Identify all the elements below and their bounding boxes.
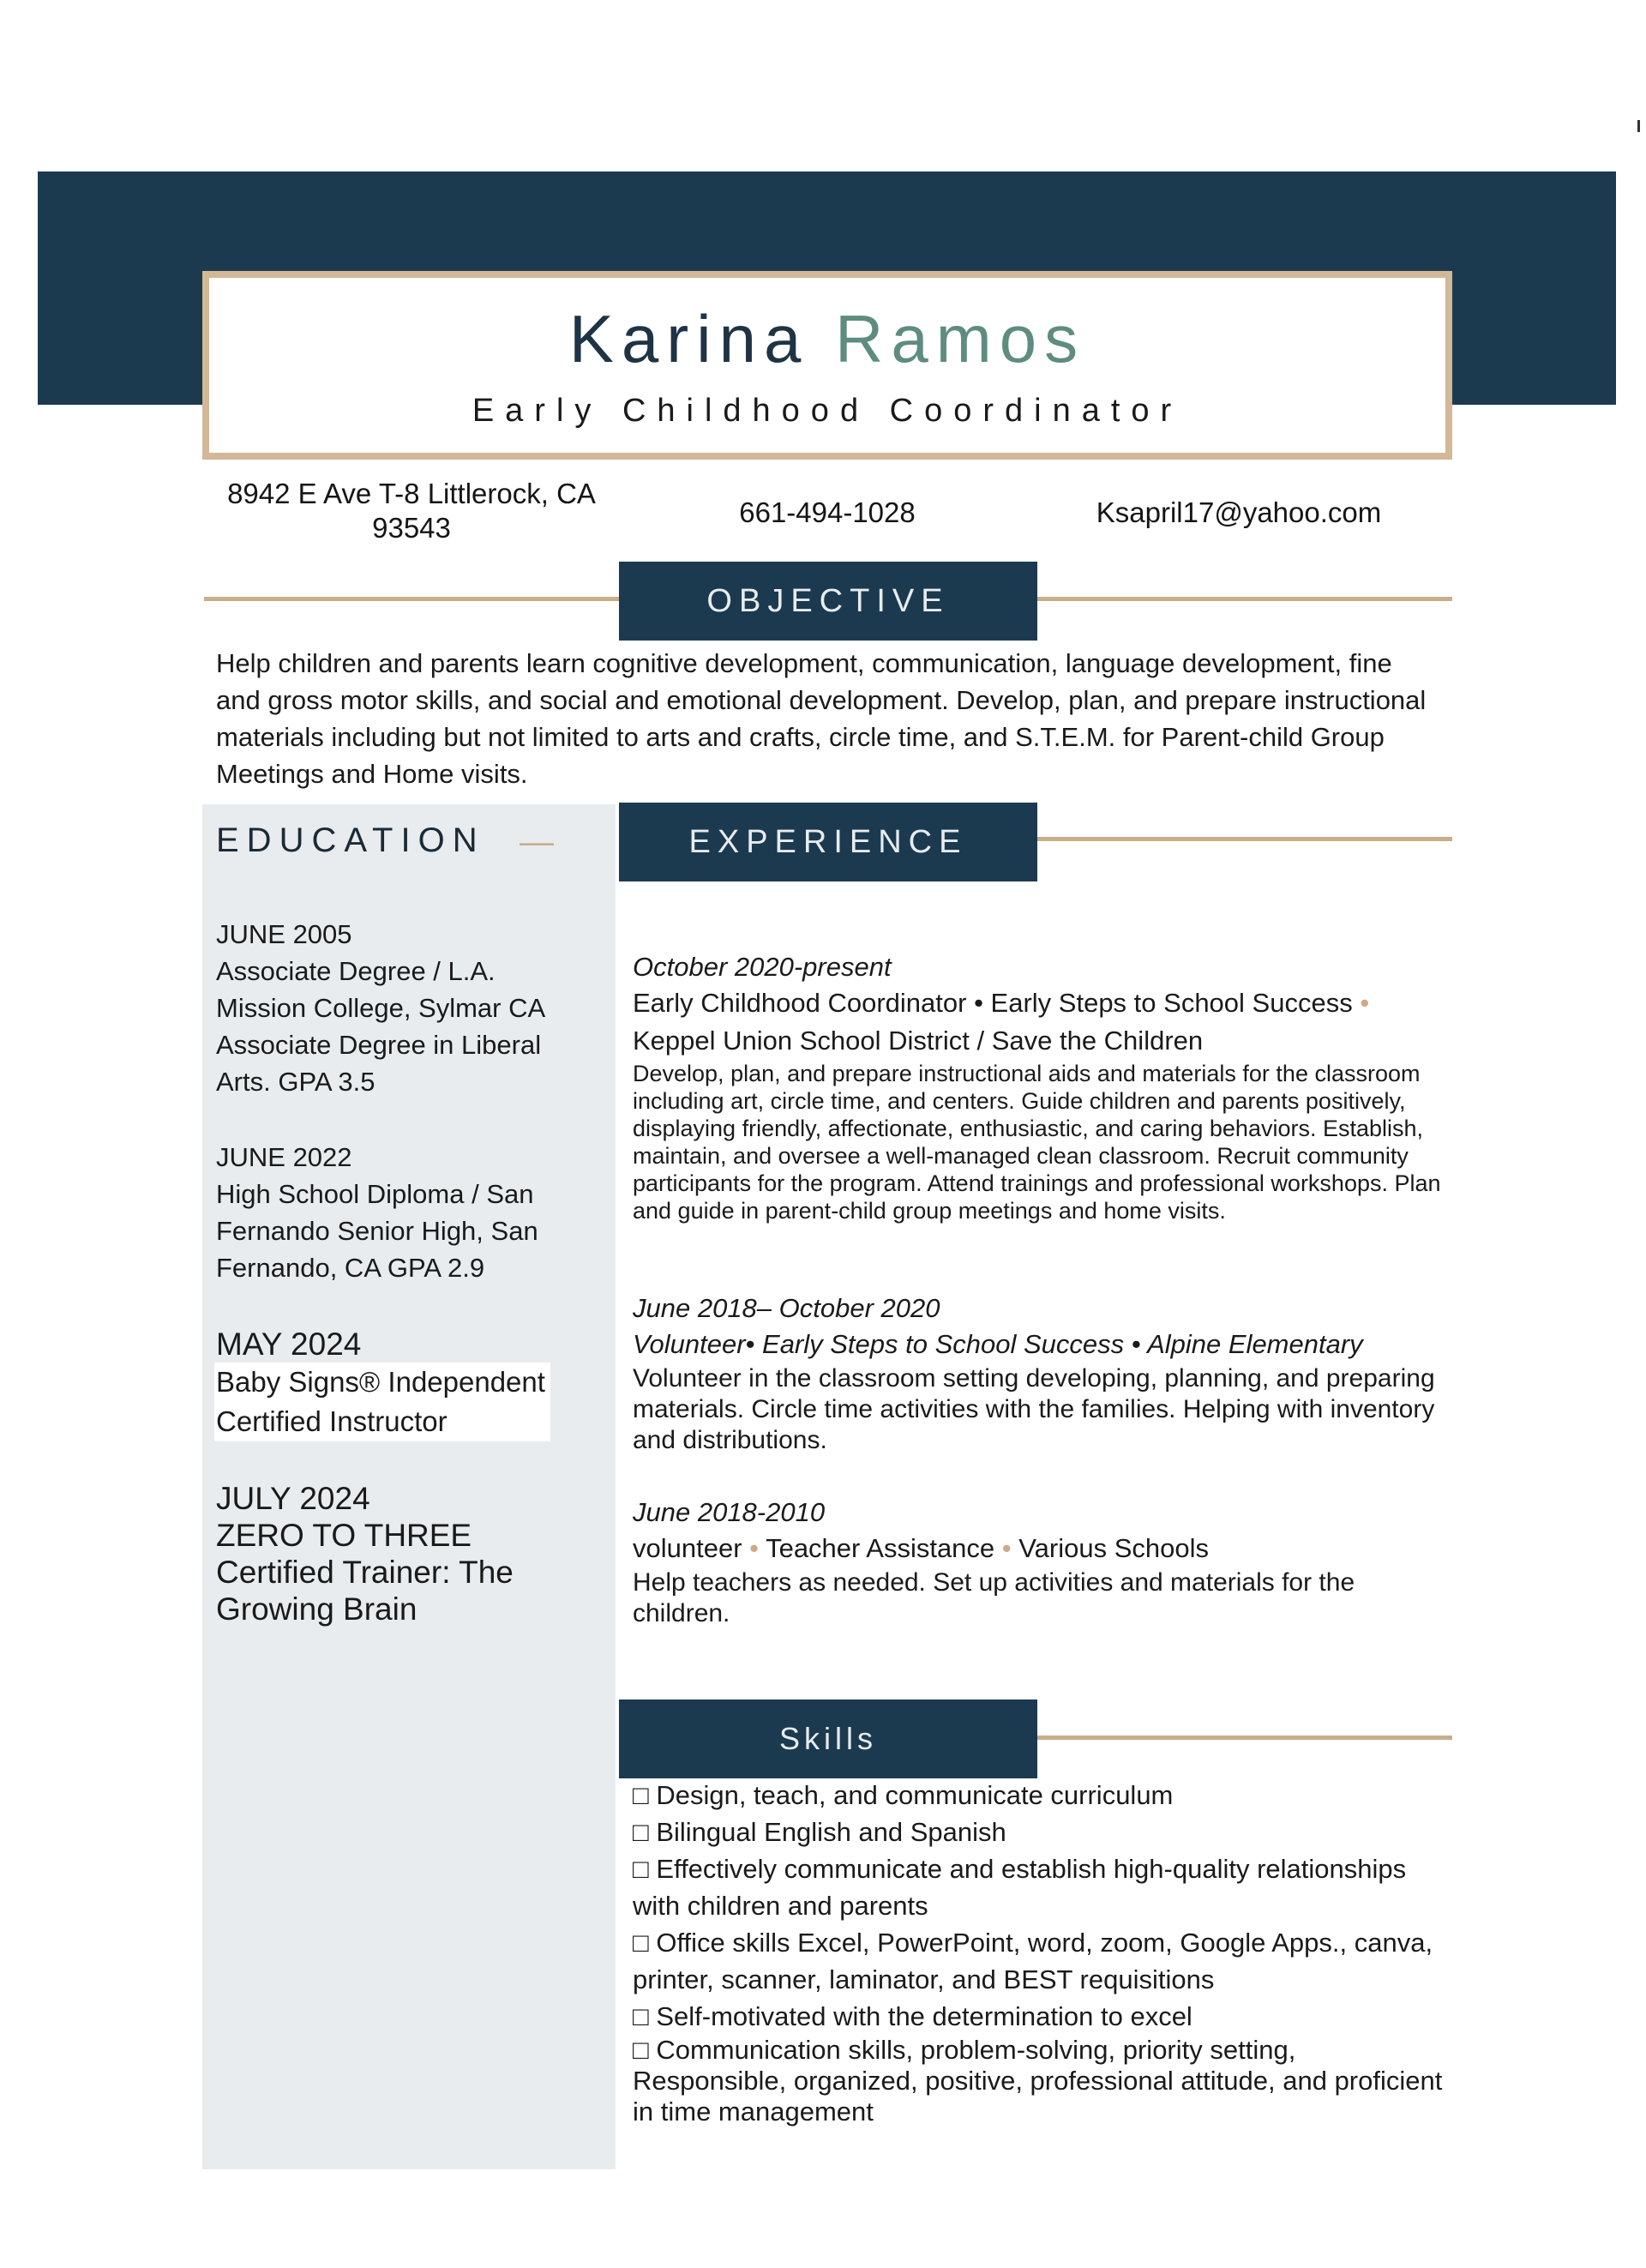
job-role: volunteer bbox=[633, 1533, 742, 1563]
education-entry bbox=[216, 1480, 576, 1627]
job-role: Early Childhood Coordinator bbox=[633, 988, 967, 1018]
job-description: Volunteer in the classroom setting developing, planning, and preparing materials. Circle time activities with the families. Helping with inventory and distributions. bbox=[633, 1364, 1435, 1454]
contact-address: 8942 E Ave T-8 Littlerock, CA 93543 bbox=[227, 478, 596, 544]
skill-item: □ Design, teach, and communicate curriculum bbox=[633, 1780, 1174, 1810]
experience-entry bbox=[633, 950, 1447, 1224]
skill-item: □ Communication skills, problem-solving, priority setting, Responsible, organized, positive, professional attitude, and proficient in time management bbox=[633, 2035, 1443, 2127]
education-heading-dash: — bbox=[520, 823, 554, 861]
job-date: June 2018– October 2020 bbox=[633, 1293, 940, 1323]
job-date: October 2020-present bbox=[633, 952, 892, 982]
education-date: JUNE 2005 bbox=[216, 919, 352, 949]
education-detail: Baby Signs® Independent Certified Instructor bbox=[214, 1363, 550, 1441]
education-detail: ZERO TO THREE Certified Trainer: The Growing Brain bbox=[216, 1518, 514, 1627]
objective-rule-left bbox=[204, 597, 619, 601]
experience-rule bbox=[1037, 837, 1452, 841]
job-role-line: Volunteer• Early Steps to School Success • Alpine Elementary bbox=[633, 1329, 1363, 1359]
job-description: Help teachers as needed. Set up activities and materials for the children. bbox=[633, 1568, 1355, 1627]
skill-item: □ Self-motivated with the determination to excel bbox=[633, 2001, 1192, 2031]
job-title: Early Childhood Coordinator bbox=[472, 393, 1183, 429]
education-entry bbox=[216, 1326, 576, 1441]
skills-heading: Skills bbox=[619, 1699, 1037, 1778]
experience-heading: EXPERIENCE bbox=[619, 803, 1037, 881]
last-name: Ramos bbox=[835, 301, 1086, 376]
contact-phone: 661-494-1028 bbox=[739, 496, 916, 528]
separator-dot: • bbox=[1360, 988, 1370, 1018]
separator-dot: • bbox=[749, 1533, 760, 1563]
job-program: Teacher Assistance bbox=[766, 1533, 995, 1563]
skills-rule bbox=[1037, 1736, 1452, 1740]
education-date: MAY 2024 bbox=[216, 1327, 362, 1362]
education-date: JULY 2024 bbox=[216, 1481, 370, 1516]
first-name: Karina bbox=[568, 301, 809, 376]
education-heading: EDUCATION bbox=[216, 821, 485, 859]
objective-heading: OBJECTIVE bbox=[619, 562, 1037, 641]
education-detail: Associate Degree / L.A. Mission College, Sylmar CA Associate Degree in Liberal Arts. GPA 3.5 bbox=[216, 956, 544, 1097]
skill-item: □ Effectively communicate and establish high-quality relationships with children and parents bbox=[633, 1854, 1407, 1921]
education-entry bbox=[216, 916, 576, 1100]
objective-rule-right bbox=[1037, 597, 1452, 601]
job-role-line bbox=[633, 1530, 1447, 1567]
job-date: June 2018-2010 bbox=[633, 1497, 826, 1527]
experience-entry bbox=[633, 1495, 1447, 1629]
candidate-name bbox=[202, 300, 1452, 377]
contact-email: Ksapril17@yahoo.com bbox=[1096, 496, 1382, 528]
job-program: Early Steps to School Success bbox=[990, 988, 1353, 1018]
skills-list bbox=[633, 1777, 1447, 2127]
job-org: Keppel Union School District / Save the Children bbox=[633, 1026, 1204, 1056]
education-detail: High School Diploma / San Fernando Senior High, San Fernando, CA GPA 2.9 bbox=[216, 1179, 538, 1283]
education-date: JUNE 2022 bbox=[216, 1142, 352, 1172]
skill-item: □ Office skills Excel, PowerPoint, word, zoom, Google Apps., canva, printer, scanner, laminator, and BEST requisitions bbox=[633, 1928, 1433, 1994]
scan-edge-mark bbox=[1637, 120, 1640, 132]
job-description: Develop, plan, and prepare instructional aids and materials for the classroom including art, circle time, and centers. Guide children and parents positively, displaying friendly, affectionate, enthusiastic, and caring behaviors. Establish, maintain, and oversee a well-managed clean classroom. Recruit community participants for the program. Attend trainings and professional workshops. Plan and guide in parent-child group meetings and home visits. bbox=[633, 1061, 1441, 1224]
separator-dot: • bbox=[1001, 1533, 1012, 1563]
separator-dot: • bbox=[974, 988, 983, 1018]
job-role-line bbox=[633, 984, 1447, 1022]
skill-item: □ Bilingual English and Spanish bbox=[633, 1817, 1006, 1847]
job-org: Various Schools bbox=[1018, 1533, 1209, 1563]
education-entry bbox=[216, 1139, 576, 1286]
experience-entry bbox=[633, 1291, 1447, 1456]
objective-text: Help children and parents learn cognitive development, communication, language development, fine and gross motor skills, and social and emotional development. Develop, plan, and prepare instructional materials including but not limited to arts and crafts, circle time, and S.T.E.M. for Parent-child Group Meetings and Home visits. bbox=[216, 648, 1427, 789]
